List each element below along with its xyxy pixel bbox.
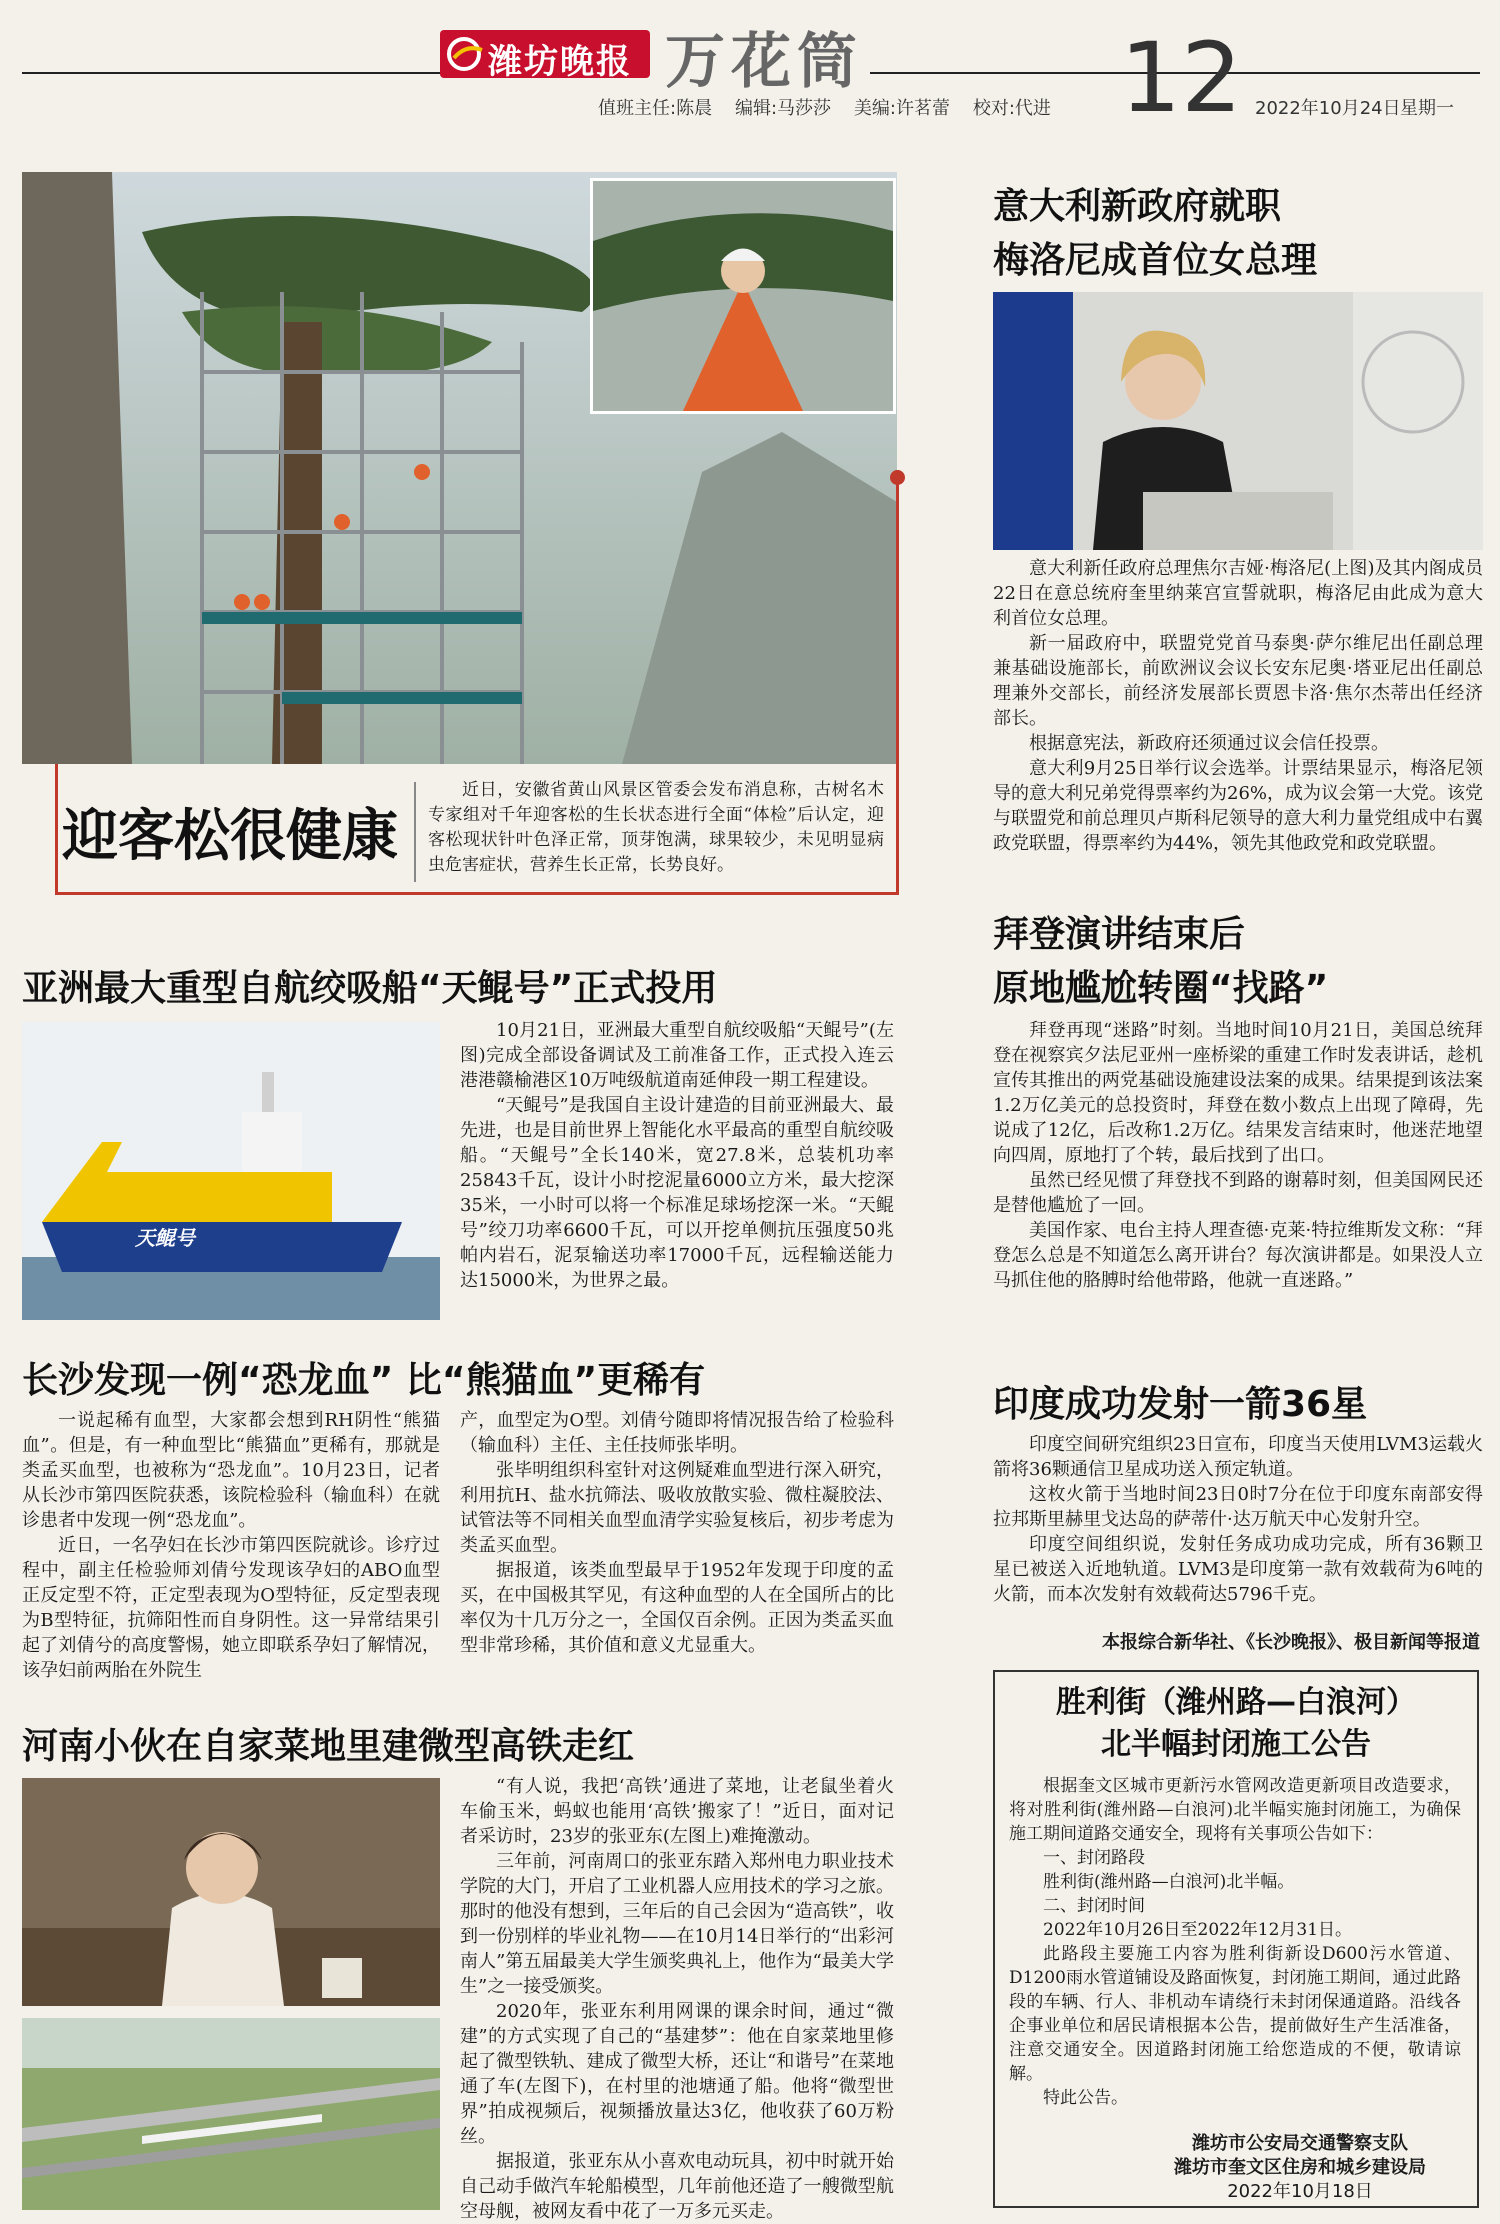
italy-title-line1: 意大利新政府就职 — [993, 186, 1282, 227]
notice-paragraph: 胜利街(潍州路—白浪河)北半幅。 — [1043, 1872, 1295, 1892]
logo-swirl-icon — [446, 36, 486, 72]
blood-paragraph: 一说起稀有血型，大家都会想到RH阴性“熊猫血”。但是，有一种血型比“熊猫血”更稀有，那就是类孟买血型，也被称为“恐龙血”。10月23日，记者从长沙市第四医院获悉，该院检验科（输血科）在就诊患者中发现一例“恐龙血”。 — [22, 1410, 440, 1531]
mini-railway-photo — [22, 2018, 440, 2210]
italy-story-body — [993, 556, 1483, 856]
blood-paragraph: 产，血型定为O型。刘倩兮随即将情况报告给了检验科（输血科）主任、主任技师张毕明。 — [460, 1410, 894, 1456]
rail-paragraph: “有人说，我把‘高铁’通进了菜地，让老鼠坐着火车偷玉米，蚂蚁也能用‘高铁’搬家了！”近日，面对记者采访时，23岁的张亚东(左图上)难掩激动。 — [460, 1776, 894, 1847]
notice-signer-housing: 潍坊市奎文区住房和城乡建设局 — [1174, 2157, 1426, 2178]
blood-paragraph: 据报道，该类血型最早于1952年发现于印度的孟买，在中国极其罕见，有这种血型的人在全国所占的比率仅为十几万分之一，全国仅百余例。正因为类孟买血型非常珍稀，其价值和意义尤显重大。 — [460, 1560, 894, 1656]
notice-sign-date: 2022年10月18日 — [1227, 2181, 1373, 2202]
pine-frame-bottom — [55, 892, 899, 895]
biden-paragraph: 虽然已经见惯了拜登找不到路的谢幕时刻，但美国网民还是替他尴尬了一回。 — [993, 1170, 1483, 1216]
paper-name: 潍坊晚报 — [488, 42, 632, 82]
young-man-photo — [22, 1778, 440, 2006]
india-paragraph: 这枚火箭于当地时间23日0时7分在位于印度东南部安得拉邦斯里赫里戈达岛的萨蒂什·达万航天中心发射升空。 — [993, 1484, 1483, 1530]
biden-title-line1: 拜登演讲结束后 — [993, 914, 1246, 955]
italy-paragraph: 意大利9月25日举行议会选举。计票结果显示，梅洛尼领导的意大利兄弟党得票率约为26%，成为议会第一大党。该党与联盟党和前总理贝卢斯科尼领导的意大利力量党组成中右翼政党联盟，得票率约为44%，领先其他政党和政党联盟。 — [993, 758, 1484, 854]
meloni-photo — [993, 292, 1483, 550]
notice-paragraph: 二、封闭时间 — [1043, 1896, 1145, 1916]
india-story-title: 印度成功发射一箭36星 — [993, 1384, 1368, 1425]
india-paragraph: 印度空间研究组织23日宣布，印度当天使用LVM3运载火箭将36颗通信卫星成功送入预定轨道。 — [993, 1434, 1483, 1480]
blood-story-title: 长沙发现一例“恐龙血” 比“熊猫血”更稀有 — [22, 1360, 706, 1401]
rail-paragraph: 2020年，张亚东利用网课的课余时间，通过“微建”的方式实现了自己的“基建梦”：他在自家菜地里修起了微型铁轨、建成了微型大桥，还让“和谐号”在菜地通了车(左图下)，在村里的池塘通了船。他将“微型世界”拍成视频后，视频播放量达3亿，他收获了60万粉丝。 — [460, 2001, 894, 2147]
italy-paragraph: 根据意宪法，新政府还须通过议会信任投票。 — [1029, 733, 1389, 754]
notice-paragraph: 一、封闭路段 — [1043, 1848, 1145, 1868]
dredger-story-title: 亚洲最大重型自航绞吸船“天鲲号”正式投用 — [22, 968, 718, 1009]
section-name: 万花筒 — [665, 27, 863, 97]
india-story-body — [993, 1432, 1483, 1607]
page-number: 12 — [1120, 22, 1243, 134]
worker-inset-photo — [590, 178, 896, 414]
masthead-rule-left — [22, 72, 442, 74]
masthead — [0, 0, 1500, 134]
pine-frame-left — [55, 764, 58, 895]
biden-story-title — [993, 908, 1328, 1016]
rail-story-body — [460, 1774, 894, 2224]
newspaper-logo — [440, 30, 650, 82]
notice-title-line2: 北半幅封闭施工公告 — [1101, 1727, 1371, 1762]
pine-story-divider — [414, 782, 416, 882]
dredger-story-body — [460, 1018, 894, 1293]
dredger-ship-name: 天鲲号 — [135, 1226, 195, 1250]
dredger-paragraph: 10月21日，亚洲最大重型自航绞吸船“天鲲号”(左图)完成全部设备调试及工前准备工作，正式投入连云港港赣榆港区10万吨级航道南延伸段一期工程建设。 — [460, 1020, 894, 1091]
notice-paragraph: 此路段主要施工内容为胜利街新设D600污水管道、D1200雨水管道铺设及路面恢复，封闭施工期间，通过此路段的车辆、行人、非机动车请绕行未封闭保通道路。沿线各企事业单位和居民请根据本公告，提前做好生产生活准备，注意交通安全。因道路封闭施工给您造成的不便，敬请谅解。 — [1009, 1944, 1461, 2084]
rail-paragraph: 三年前，河南周口的张亚东踏入郑州电力职业技术学院的大门，开启了工业机器人应用技术的学习之旅。那时的他没有想到，三年后的自己会因为“造高铁”，收到一份别样的毕业礼物——在10月14日举行的“出彩河南人”第五届最美大学生颁奖典礼上，他作为“最美大学生”之一接受颁奖。 — [460, 1851, 894, 1997]
biden-paragraph: 美国作家、电台主持人理查德·克莱·特拉维斯发文称：“拜登怎么总是不知道怎么离开讲台？每次演讲都是。如果没人立马抓住他的胳膊时给他带路，他就一直迷路。” — [993, 1220, 1483, 1291]
italy-paragraph: 意大利新任政府总理焦尔吉娅·梅洛尼(上图)及其内阁成员22日在意总统府奎里纳莱宫宣誓就职，梅洛尼由此成为意大利首位女总理。 — [993, 558, 1483, 629]
dredger-paragraph: “天鲲号”是我国自主设计建造的目前亚洲最大、最先进，也是目前世界上智能化水平最高的重型自航绞吸船。“天鲲号”全长140米，宽27.8米，总装机功率25843千瓦，设计小时挖泥量6000立方米，最大挖深35米，一小时可以将一个标准足球场挖深一米。“天鲲号”绞刀功率6600千瓦，可以开挖单侧抗压强度50兆帕内岩石，泥泵输送功率17000千瓦，远程输送能力达15000米，为世界之最。 — [460, 1095, 894, 1291]
blood-story-col1 — [22, 1408, 440, 1683]
india-story-credit: 本报综合新华社、《长沙晚报》、极目新闻等报道 — [1102, 1632, 1480, 1653]
blood-paragraph: 近日，一名孕妇在长沙市第四医院就诊。诊疗过程中，副主任检验师刘倩兮发现该孕妇的ABO血型正反定型不符，正定型表现为O型特征，反定型表现为B型特征，抗筛阳性而自身阴性。这一异常结果引起了刘倩兮的高度警惕，她立即联系孕妇了解情况，该孕妇前两胎在外院生 — [22, 1535, 440, 1681]
blood-story-col2 — [460, 1408, 894, 1658]
issue-weekday: 星期一 — [1400, 98, 1454, 119]
notice-title — [995, 1682, 1477, 1766]
notice-paragraph: 2022年10月26日至2022年12月31日。 — [1043, 1920, 1353, 1940]
italy-paragraph: 新一届政府中，联盟党党首马泰奥·萨尔维尼出任副总理兼基础设施部长，前欧洲议会议长安东尼奥·塔亚尼出任副总理兼外交部长，前经济发展部长贾恩卡洛·焦尔杰蒂出任经济部长。 — [993, 633, 1483, 729]
pine-story-body: 近日，安徽省黄山风景区管委会发布消息称，古树名木专家组对千年迎客松的生长状态进行全面“体检”后认定，迎客松现状针叶色泽正常，顶芽饱满，球果较少，未见明显病虫危害症状，营养生长正常，长势良好。 — [428, 780, 884, 875]
biden-paragraph: 拜登再现“迷路”时刻。当地时间10月21日，美国总统拜登在视察宾夕法尼亚州一座桥梁的重建工作时发表讲话，趁机宣传其推出的两党基础设施建设法案的成果。结果提到该法案1.2万亿美元的总投资时，拜登在数小数点上出现了障碍，先说成了12亿，后改称1.2万亿。结果发言结束时，他迷茫地望向四周，原地打了个转，最后找到了出口。 — [993, 1020, 1483, 1166]
biden-story-body — [993, 1018, 1483, 1293]
rail-story-title: 河南小伙在自家菜地里建微型高铁走红 — [22, 1726, 635, 1767]
staff-line: 值班主任:陈晨 编辑:马莎莎 美编:许茗蕾 校对:代进 — [598, 98, 1051, 119]
dredger-photo — [22, 1022, 440, 1320]
pine-frame-dot — [890, 470, 905, 485]
pine-frame-vertical — [896, 470, 899, 895]
notice-paragraph: 特此公告。 — [1043, 2088, 1128, 2108]
notice-body — [1009, 1774, 1461, 2110]
notice-signers — [1145, 2132, 1455, 2204]
issue-date: 2022年10月24日 — [1255, 98, 1401, 119]
notice-signer-police: 潍坊市公安局交通警察支队 — [1192, 2133, 1408, 2154]
rail-paragraph: 据报道，张亚东从小喜欢电动玩具，初中时就开始自己动手做汽车轮船模型，几年前他还造了一艘微型航空母舰，被网友看中花了一万多元买走。 — [460, 2151, 894, 2222]
india-paragraph: 印度空间组织说，发射任务成功成功完成，所有36颗卫星已被送入近地轨道。LVM3是印度第一款有效载荷为6吨的火箭，而本次发射有效载荷达5796千克。 — [993, 1534, 1483, 1605]
pine-story-title: 迎客松很健康 — [62, 804, 398, 869]
notice-title-line1: 胜利街（潍州路—白浪河） — [1056, 1685, 1416, 1720]
italy-story-title — [993, 180, 1317, 288]
biden-title-line2: 原地尴尬转圈“找路” — [993, 968, 1329, 1009]
blood-paragraph: 张毕明组织科室针对这例疑难血型进行深入研究，利用抗H、盐水抗筛法、吸收放散实验、微柱凝胶法、试管法等不同相关血型血清学实验复核后，初步考虑为类孟买血型。 — [460, 1460, 894, 1556]
italy-title-line2: 梅洛尼成首位女总理 — [993, 240, 1318, 281]
notice-paragraph: 根据奎文区城市更新污水管网改造更新项目改造要求，将对胜利街(潍州路—白浪河)北半幅实施封闭施工，为确保施工期间道路交通安全，现将有关事项公告如下： — [1009, 1776, 1461, 1844]
construction-notice — [993, 1670, 1479, 2208]
